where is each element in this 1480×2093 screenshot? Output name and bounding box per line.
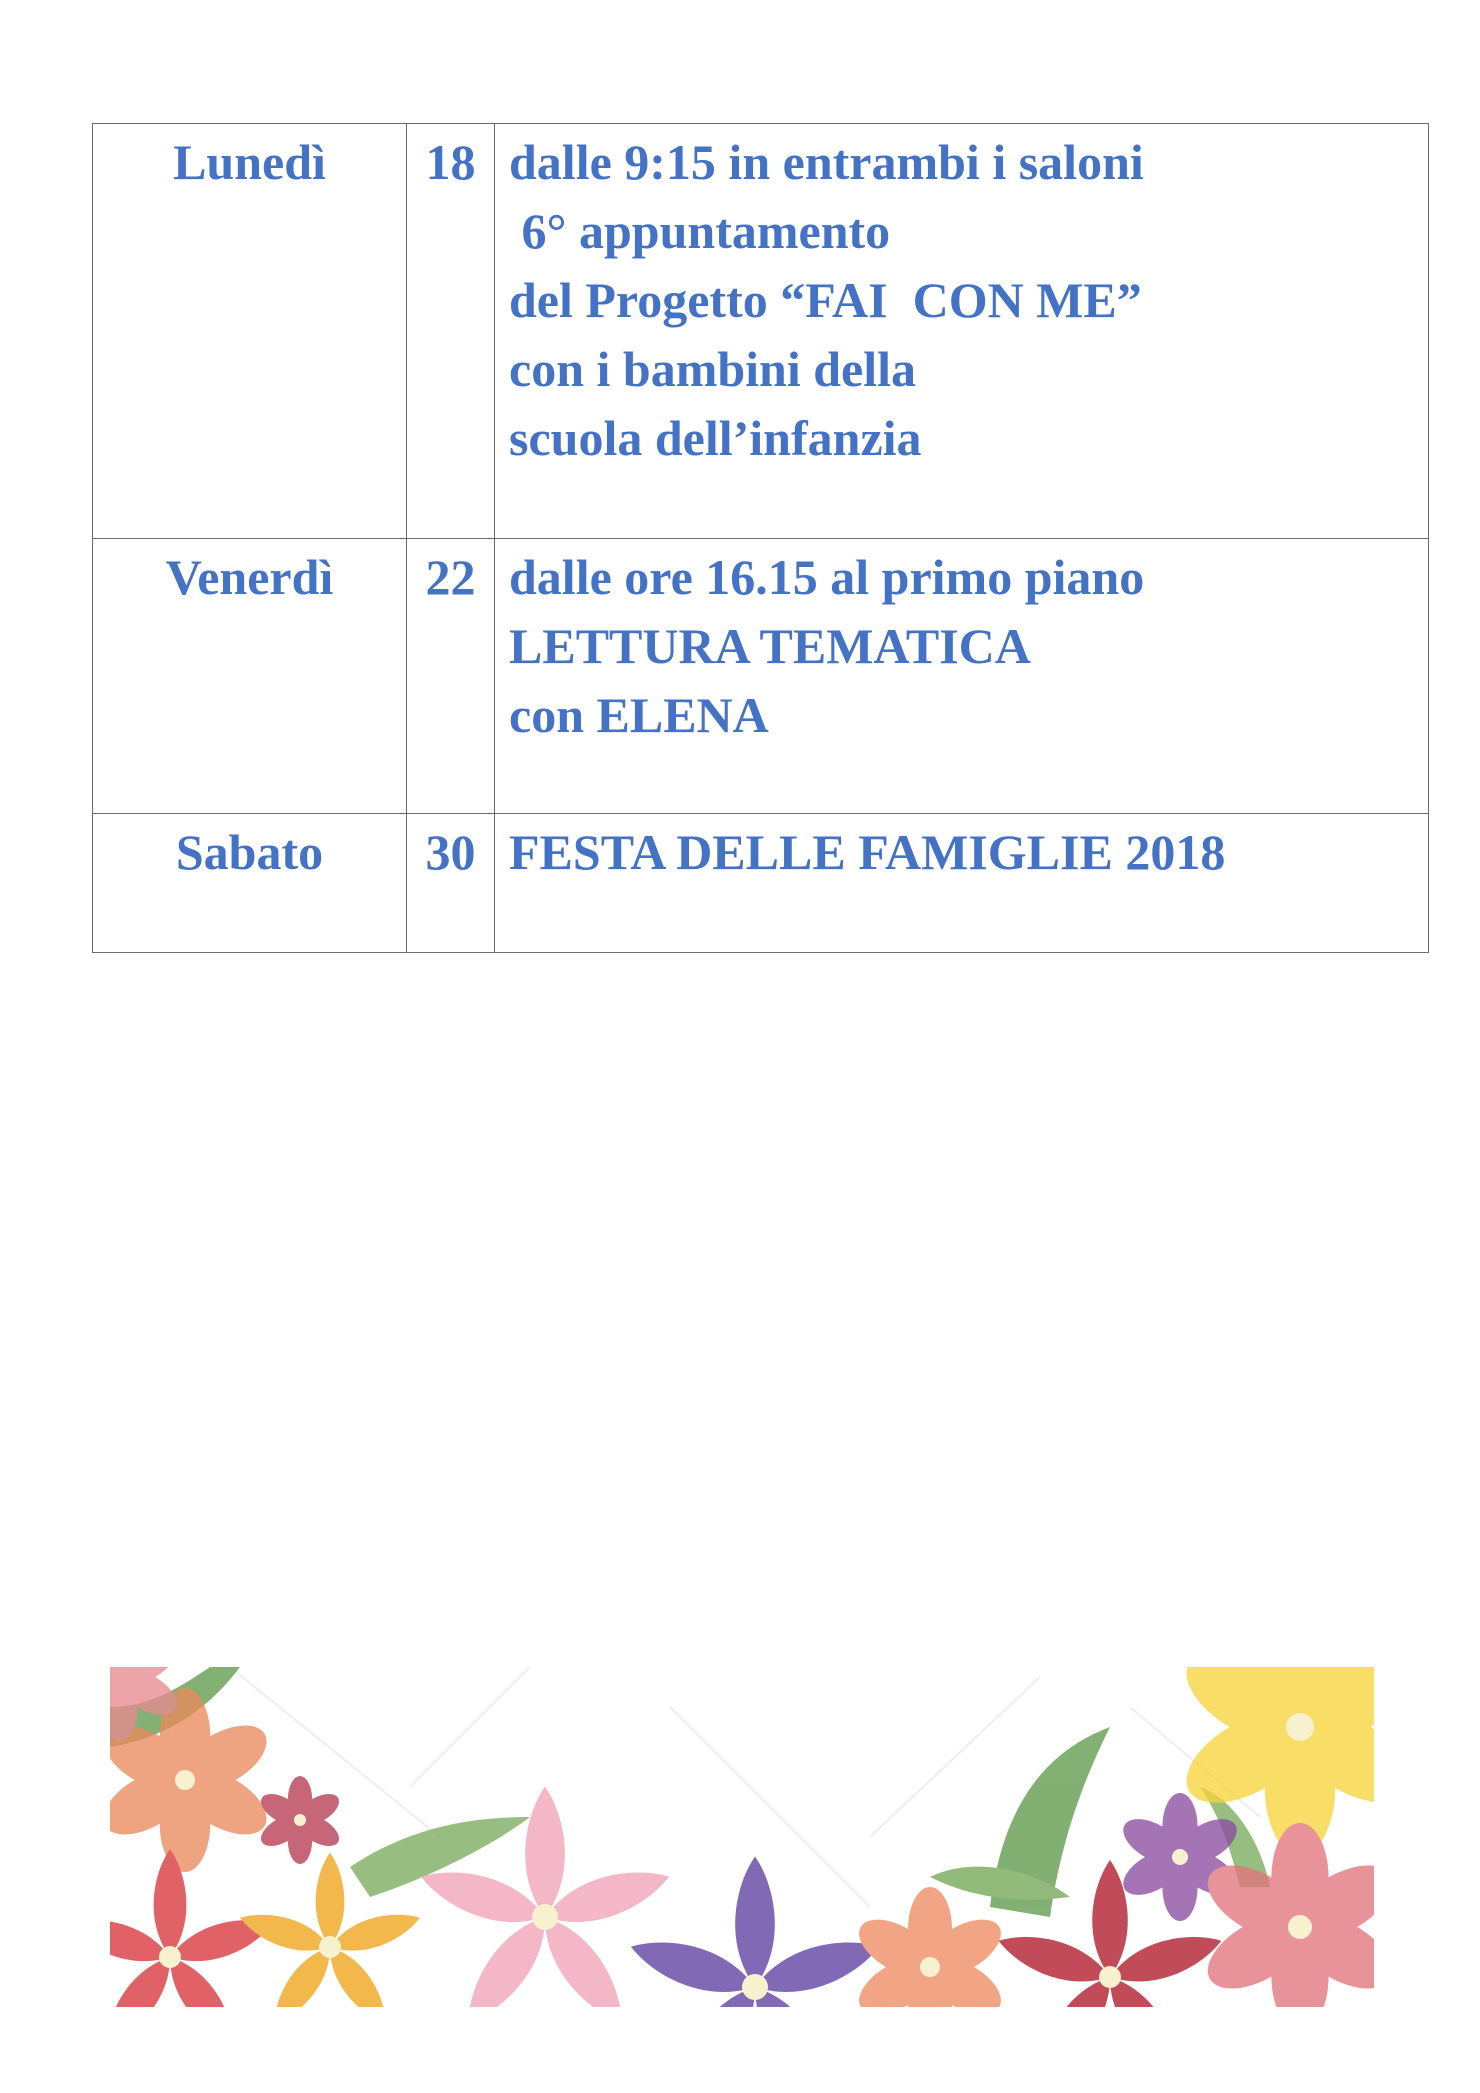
flower-illustration [110, 1667, 1374, 2007]
flower-border-image [110, 1667, 1374, 2007]
event-line: del Progetto “FAI CON ME” [509, 272, 1142, 328]
event-line: 6° appuntamento [509, 203, 891, 259]
event-row-friday [93, 539, 1429, 814]
event-row-saturday [93, 814, 1429, 953]
event-date: 22 [407, 539, 495, 814]
event-line: dalle ore 16.15 al primo piano [509, 549, 1145, 605]
event-row-monday [93, 124, 1429, 539]
event-day: Sabato [93, 814, 407, 953]
event-description [495, 814, 1429, 953]
event-line: con ELENA [509, 687, 769, 743]
event-line: FESTA DELLE FAMIGLIE 2018 [509, 824, 1226, 880]
event-date: 30 [407, 814, 495, 953]
event-day: Venerdì [93, 539, 407, 814]
event-date: 18 [407, 124, 495, 539]
event-line: scuola dell’infanzia [509, 410, 922, 466]
event-line: con i bambini della [509, 341, 917, 397]
event-description [495, 539, 1429, 814]
event-line: LETTURA TEMATICA [509, 618, 1031, 674]
event-line: dalle 9:15 in entrambi i saloni [509, 134, 1144, 190]
events-table [92, 123, 1429, 953]
event-day: Lunedì [93, 124, 407, 539]
event-description [495, 124, 1429, 539]
